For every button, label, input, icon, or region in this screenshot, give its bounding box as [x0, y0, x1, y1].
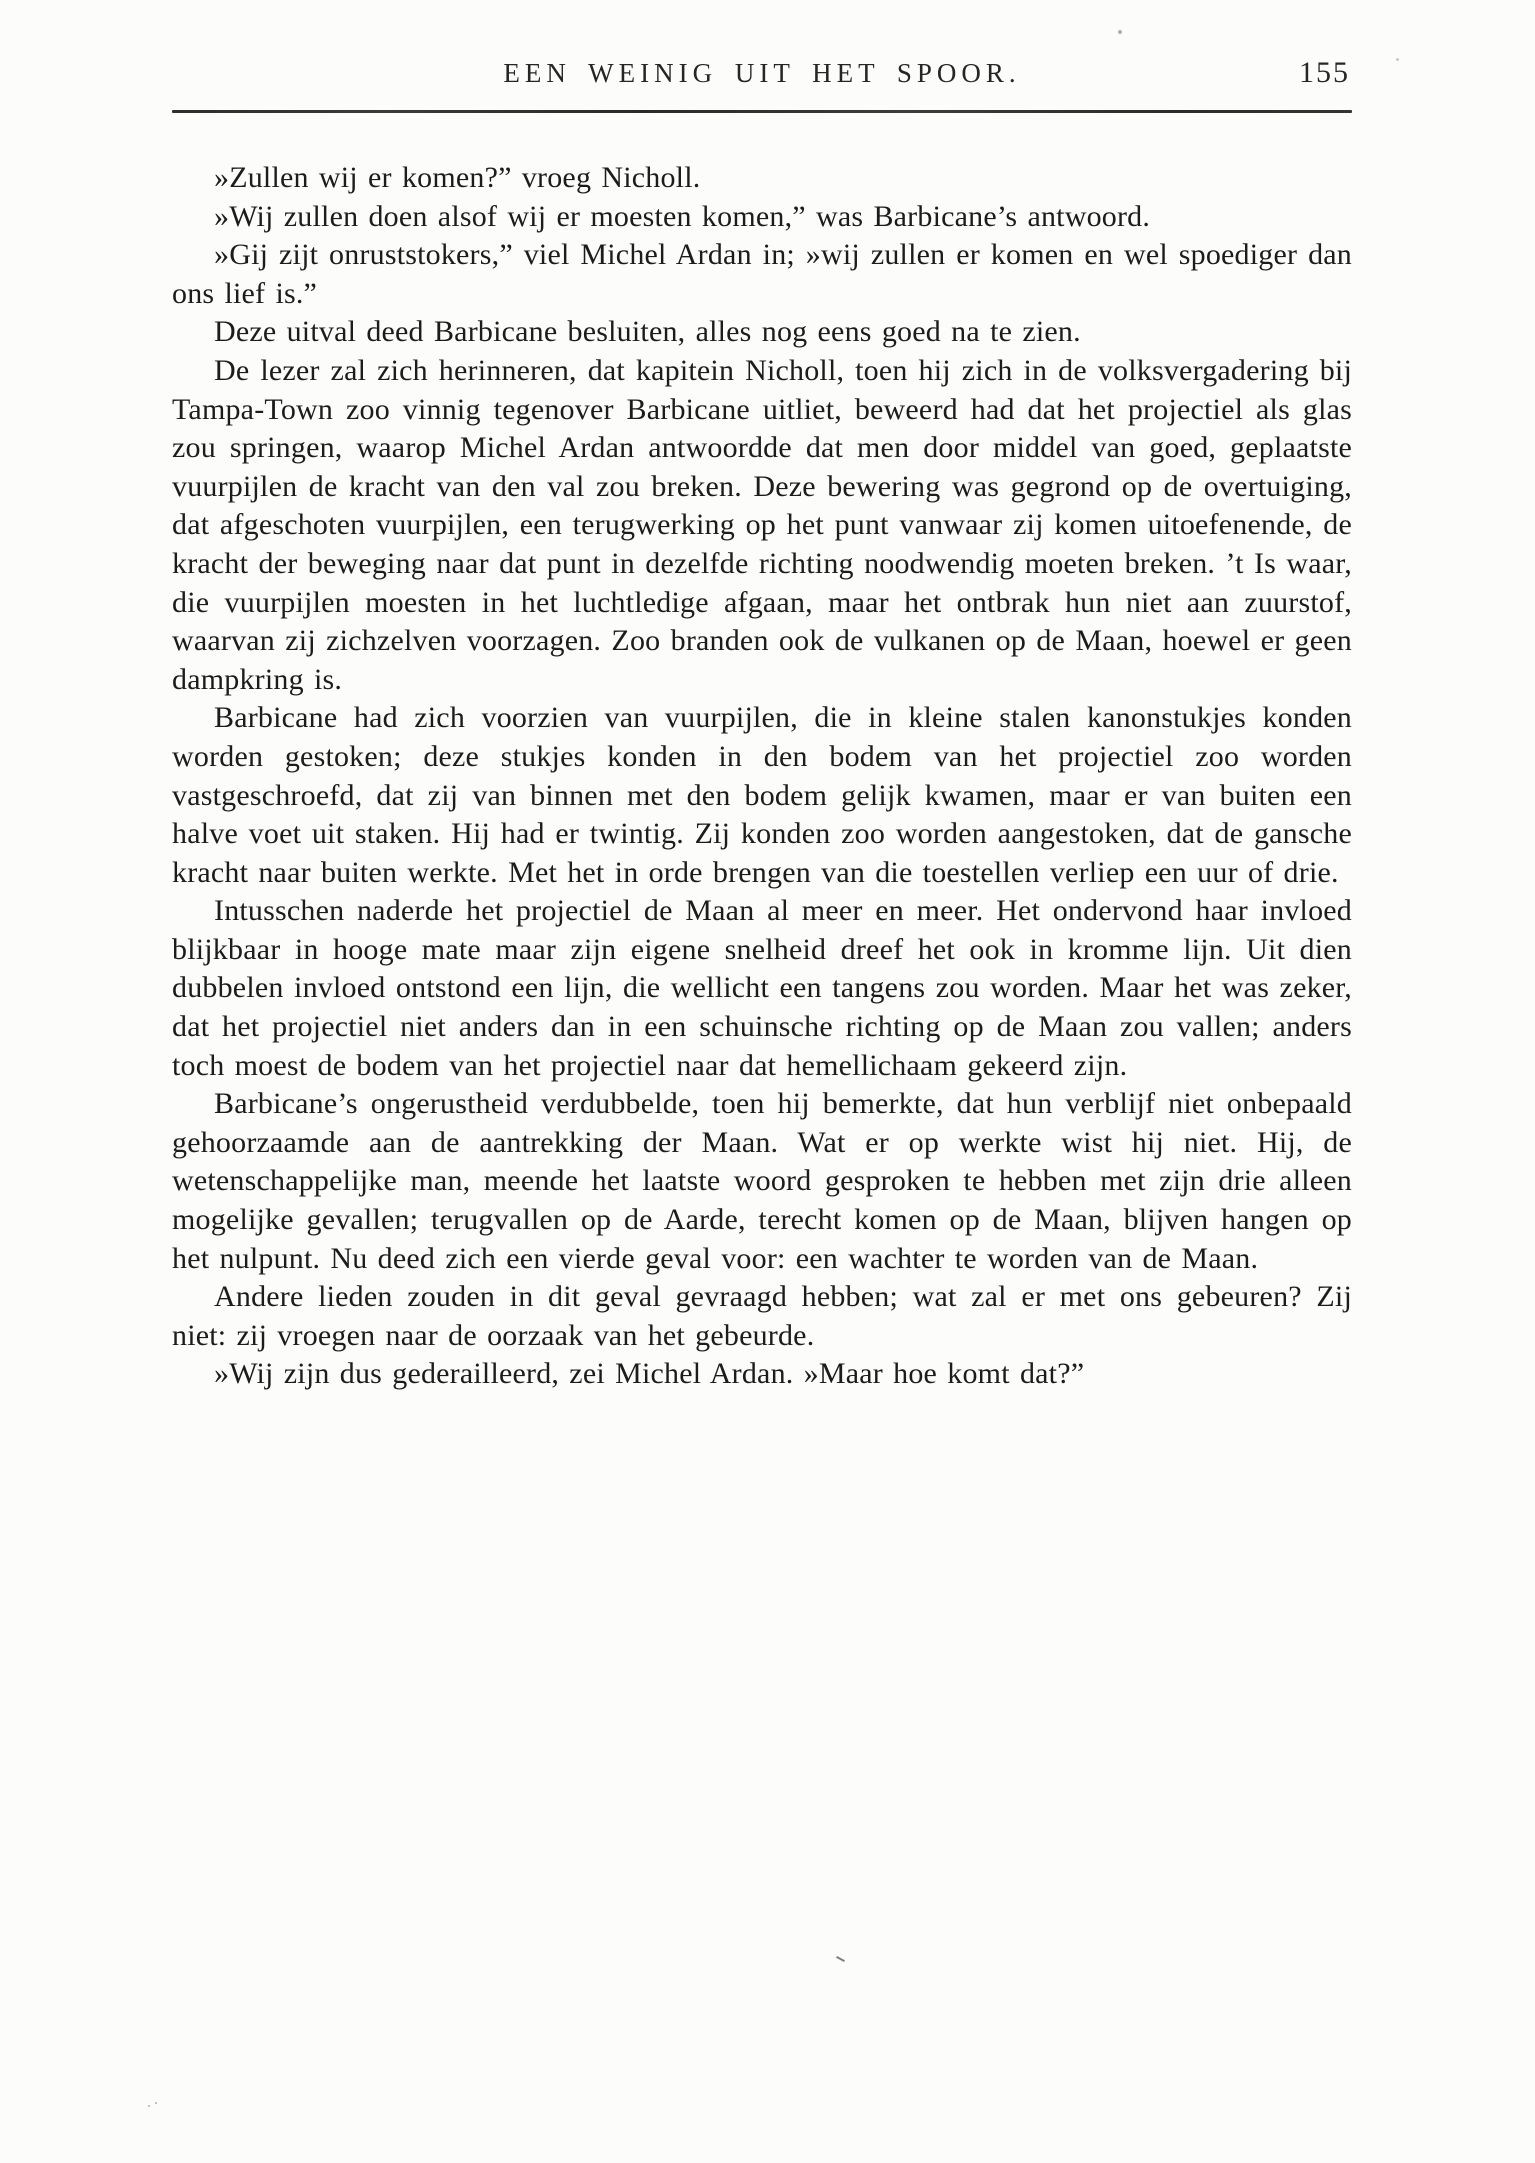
scan-artifact-dot — [1118, 30, 1122, 34]
paragraph: Andere lieden zouden in dit geval gevraagd hebben; wat zal er met ons gebeuren? Zij niet: zij vroegen naar de oorzaak van het gebeurde. — [172, 1280, 1352, 1352]
paragraph: »Zullen wij er komen?” vroeg Nicholl. — [214, 161, 701, 194]
paragraph: Barbicane had zich voorzien van vuurpijlen, die in kleine stalen kanonstukjes konden worden gestoken; deze stukjes konden in den bodem van het projectiel zoo worden vastgeschroefd, dat zij van binnen met den bodem gelijk kwamen, maar er van buiten een halve voet uit staken. Hij had er twintig. Zij konden zoo worden aangestoken, dat de gansche kracht naar buiten werkte. Met het in orde brengen van die toestellen verliep een uur of drie. — [172, 701, 1352, 889]
paragraph: De lezer zal zich herinneren, dat kapitein Nicholl, toen hij zich in de volksvergadering bij Tampa-Town zoo vinnig tegenover Barbicane uitliet, beweerd had dat het projectiel als glas zou springen, waarop Michel Ardan antwoordde dat men door middel van goed, geplaatste vuurpijlen de kracht van den val zou breken. Deze bewering was gegrond op de overtuiging, dat afgeschoten vuurpijlen, een terugwerking op het punt vanwaar zij komen uitoefenende, de kracht der beweging naar dat punt in dezelfde richting noodwendig moeten breken. ’t Is waar, die vuurpijlen moesten in het luchtledige afgaan, maar het ontbrak hun niet aan zuurstof, waarvan zij zichzelven voorzagen. Zoo branden ook de vulkanen op de Maan, hoewel er geen dampkring is. — [172, 353, 1352, 696]
page-content — [172, 58, 1352, 1394]
paragraph: »Gij zijt onruststokers,” viel Michel Ardan in; »wij zullen er komen en wel spoediger dan ons lief is.” — [172, 238, 1352, 310]
paragraph: Deze uitval deed Barbicane besluiten, alles nog eens goed na te zien. — [214, 315, 1081, 349]
header-rule — [172, 110, 1352, 113]
running-title: EEN WEINIG UIT HET SPOOR. — [503, 58, 1021, 88]
paragraph: »Wij zullen doen alsof wij er moesten komen,” was Barbicane’s antwoord. — [214, 199, 1151, 233]
scan-artifact-tick — [836, 1956, 845, 1962]
scan-artifact-marks — [148, 2100, 162, 2108]
paragraph: »Wij zijn dus gederailleerd, zei Michel Ardan. »Maar hoe komt dat?” — [214, 1357, 1085, 1391]
body-text — [172, 159, 1352, 1394]
paragraph: Intusschen naderde het projectiel de Maan al meer en meer. Het ondervond haar invloed blijkbaar in hooge mate maar zijn eigene snelheid dreef het ook in kromme lijn. Uit dien dubbelen invloed ontstond een lijn, die wellicht een tangens zou worden. Maar het was zeker, dat het projectiel niet anders dan in een schuinsche richting op de Maan zou vallen; anders toch moest de bodem van het projectiel naar dat hemellichaam gekeerd zijn. — [172, 894, 1352, 1082]
page-number: 155 — [1299, 56, 1350, 89]
page-header — [172, 58, 1352, 100]
scan-artifact-dot — [1396, 58, 1399, 61]
paragraph: Barbicane’s ongerustheid verdubbelde, toen hij bemerkte, dat hun verblijf niet onbepaald gehoorzaamde aan de aantrekking der Maan. Wat er op werkte wist hij niet. Hij, de wetenschappelijke man, meende het laatste woord gesproken te hebben met zijn drie alleen mogelijke gevallen; terugvallen op de Aarde, terecht komen op de Maan, blijven hangen op het nulpunt. Nu deed zich een vierde geval voor: een wachter te worden van de Maan. — [172, 1087, 1352, 1275]
